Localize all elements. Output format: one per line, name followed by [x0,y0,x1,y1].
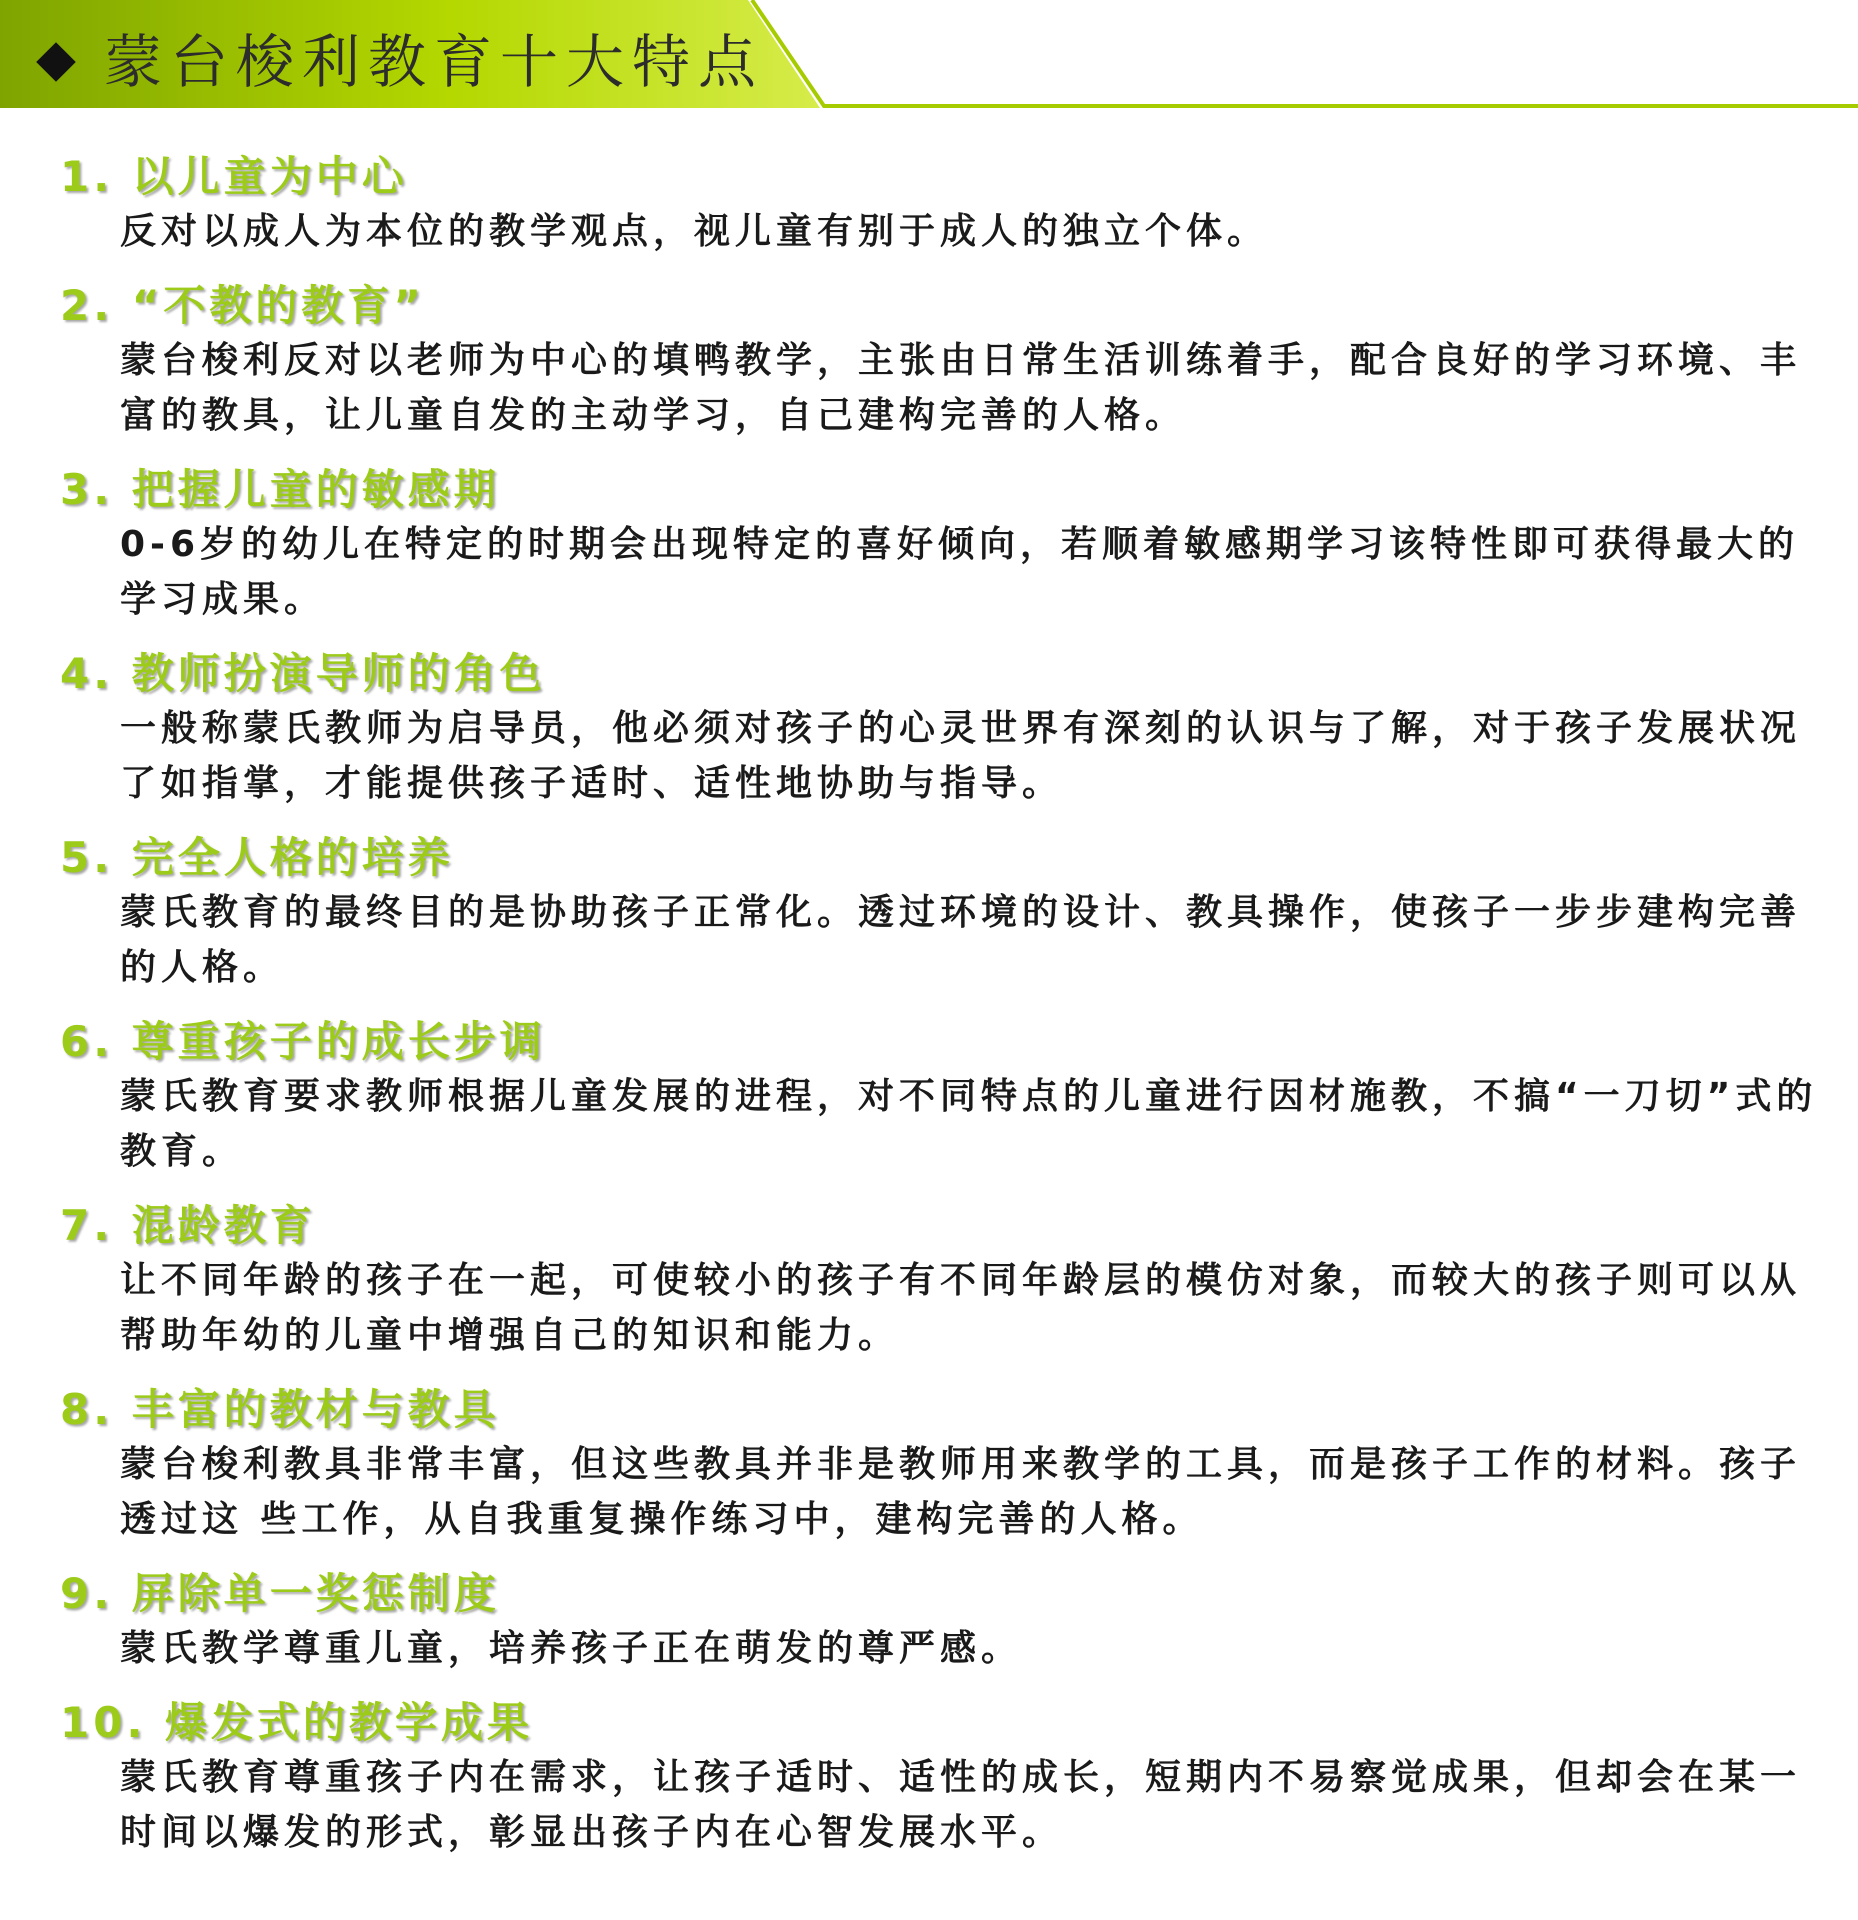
item-heading: 5. 完全人格的培养 [60,833,454,882]
item-heading: 3. 把握儿童的敏感期 [60,465,500,514]
item-body: 蒙台梭利反对以老师为中心的填鸭教学，主张由日常生活训练着手，配合良好的学习环境、丰富的教具，让儿童自发的主动学习，自己建构完善的人格。 [120,340,1802,436]
item-heading: 10. 爆发式的教学成果 [60,1698,534,1747]
header-banner [0,0,1858,112]
item-heading: 8. 丰富的教材与教具 [60,1385,500,1434]
list-item [60,1199,1802,1363]
list-item [60,1696,1802,1860]
list-item [60,1383,1802,1547]
list-item [60,150,1790,259]
item-heading: 7. 混龄教育 [60,1201,316,1250]
item-body: 蒙氏教育要求教师根据儿童发展的进程，对不同特点的儿童进行因材施教，不搞“一刀切”式的教育。 [120,1076,1818,1172]
item-heading: 2. “不教的教育” [60,281,426,330]
item-body: 让不同年龄的孩子在一起，可使较小的孩子有不同年龄层的模仿对象，而较大的孩子则可以从帮助年幼的儿童中增强自己的知识和能力。 [120,1260,1802,1356]
item-heading: 1. 以儿童为中心 [60,152,408,201]
list-item [60,1015,1818,1179]
item-body: 蒙台梭利教具非常丰富，但这些教具并非是教师用来教学的工具，而是孩子工作的材料。孩子透过这 些工作，从自我重复操作练习中，建构完善的人格。 [120,1444,1802,1540]
list-item [60,1567,1790,1676]
list-item [60,647,1802,811]
list-item [60,831,1802,995]
item-body: 0-6岁的幼儿在特定的时期会出现特定的喜好倾向，若顺着敏感期学习该特性即可获得最大的学习成果。 [120,524,1800,620]
list-item [60,463,1800,627]
item-heading: 9. 屏除单一奖惩制度 [60,1569,500,1618]
item-body: 蒙氏教育尊重孩子内在需求，让孩子适时、适性的成长，短期内不易察觉成果，但却会在某一时间以爆发的形式，彰显出孩子内在心智发展水平。 [120,1757,1802,1853]
features-list [60,150,1818,1860]
list-item [60,279,1802,443]
item-body: 反对以成人为本位的教学观点，视儿童有别于成人的独立个体。 [120,211,1269,252]
item-body: 蒙氏教育的最终目的是协助孩子正常化。透过环境的设计、教具操作，使孩子一步步建构完善的人格。 [120,892,1802,988]
item-heading: 4. 教师扮演导师的角色 [60,649,546,698]
item-heading: 6. 尊重孩子的成长步调 [60,1017,546,1066]
item-body: 蒙氏教学尊重儿童，培养孩子正在萌发的尊严感。 [120,1628,1023,1669]
page-title: 蒙台梭利教育十大特点 [104,28,765,96]
item-body: 一般称蒙氏教师为启导员，他必须对孩子的心灵世界有深刻的认识与了解，对于孩子发展状况了如指掌，才能提供孩子适时、适性地协助与指导。 [120,708,1802,804]
